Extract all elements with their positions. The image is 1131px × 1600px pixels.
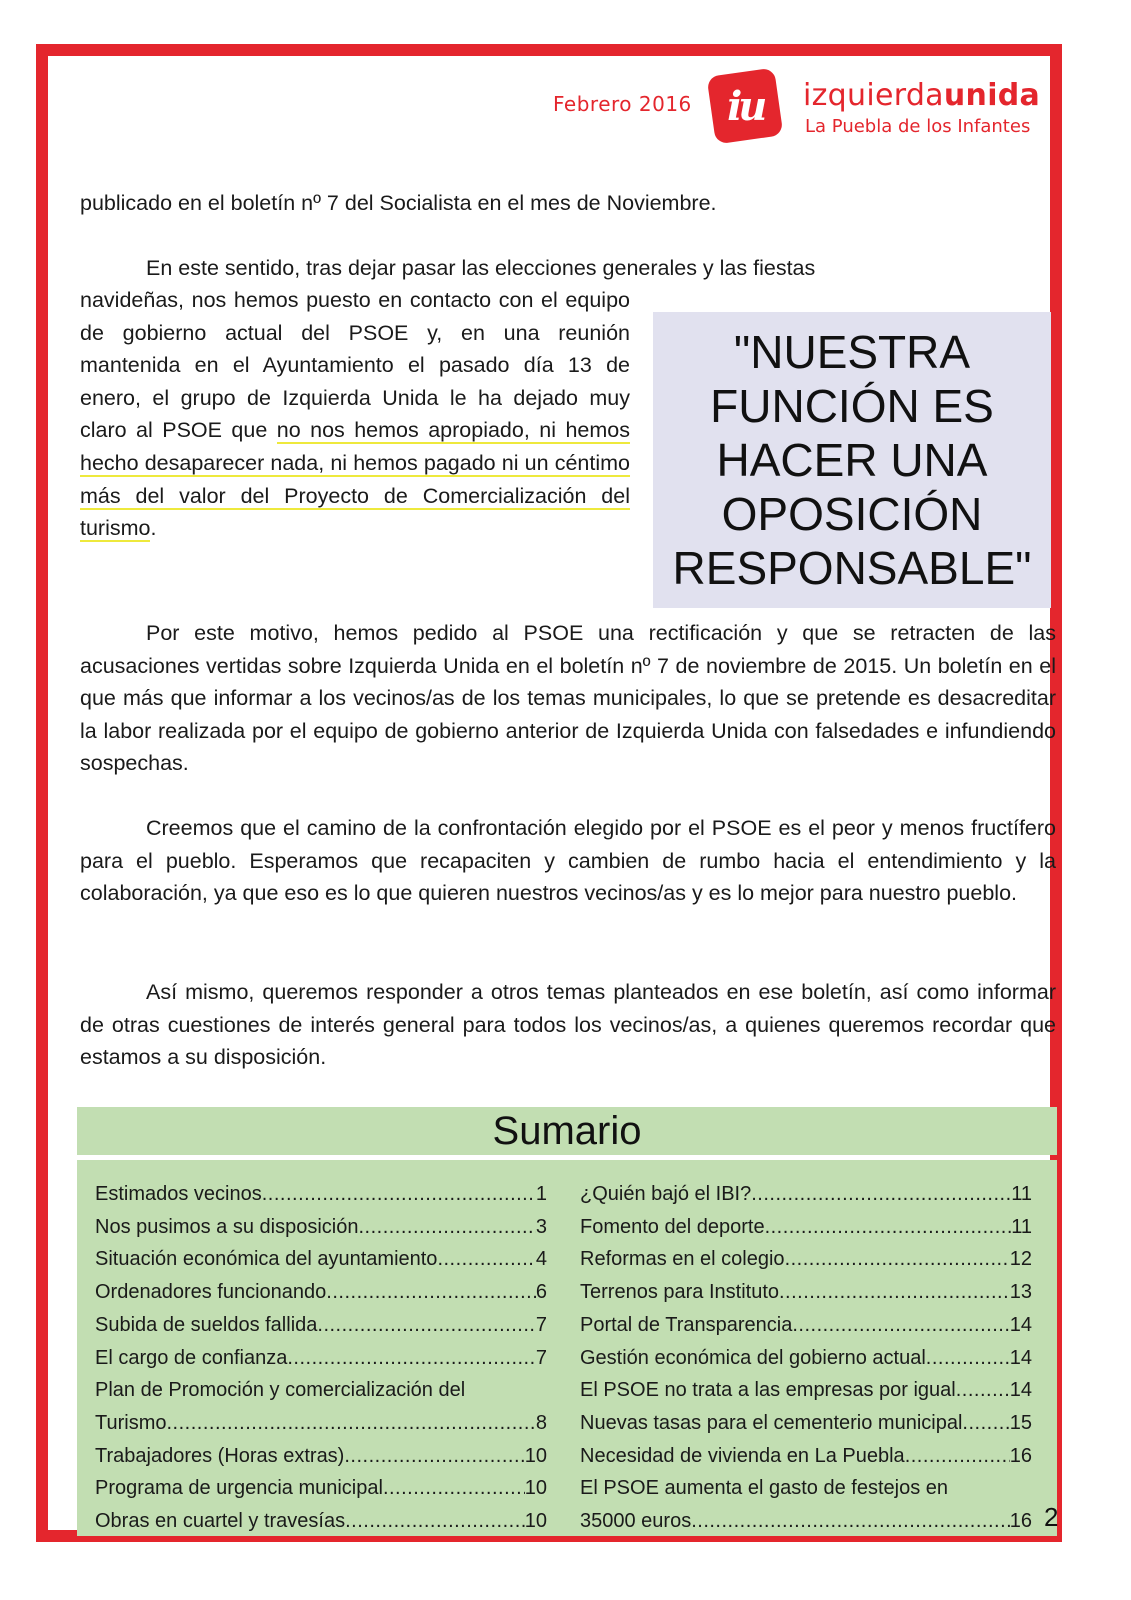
brand-subtitle: La Puebla de los Infantes <box>805 116 1031 137</box>
summary-item: Necesidad de vivienda en La Puebla ..... 16 <box>580 1440 1032 1473</box>
summary-right-column <box>580 1178 1032 1538</box>
summary-item: Plan de Promoción y comercialización del <box>95 1379 466 1402</box>
page-number: 2 <box>1044 1502 1059 1532</box>
summary-item: Subida de sueldos fallida ..... 7 <box>95 1309 547 1342</box>
paragraph-1: publicado en el boletín nº 7 del Socialista en el mes de Noviembre. <box>80 191 717 215</box>
summary-item: Obras en cuartel y travesías ..... 10 <box>95 1505 547 1538</box>
summary-item: Turismo ..... 8 <box>95 1407 547 1440</box>
summary-item: Programa de urgencia municipal ..... 10 <box>95 1472 547 1505</box>
summary-item: Nuevas tasas para el cementerio municipal ..... 15 <box>580 1407 1032 1440</box>
summary-title: Sumario <box>77 1107 1057 1155</box>
summary-item: El PSOE aumenta el gasto de festejos en <box>580 1477 948 1500</box>
summary-item: Ordenadores funcionando ..... 6 <box>95 1276 547 1309</box>
summary-item: Estimados vecinos ..... 1 <box>95 1178 547 1211</box>
paragraph-4: Creemos que el camino de la confrontación elegido por el PSOE es el peor y menos fructífero para el pueblo. Esperamos que recapaciten y cambien de rumbo hacia el entendimiento y la colaboración, ya que eso es lo que quieren nuestros vecinos/as y es lo mejor para nuestro pueblo. <box>80 816 1056 906</box>
summary-item: Fomento del deporte ..... 11 <box>580 1211 1032 1244</box>
paragraph-2: navideñas, nos hemos puesto en contacto con el equipo de gobierno actual del PSOE y, en una reunión mantenida en el Ayuntamiento el pasado día 13 de enero, el grupo de Izquierda Unida le ha dejado muy claro al PSOE que no nos hemos apropiado, ni hemos hecho desaparecer nada, ni hemos pagado ni un céntimo más del valor del Proyecto de Comercialización del turismo. <box>80 288 630 541</box>
summary-item: ¿Quién bajó el IBI? ..... 11 <box>580 1178 1032 1211</box>
summary-item: Situación económica del ayuntamiento ..... 4 <box>95 1243 547 1276</box>
paragraph-3: Por este motivo, hemos pedido al PSOE una rectificación y que se retracten de las acusaciones vertidas sobre Izquierda Unida en el boletín nº 7 de noviembre de 2015. Un boletín en el que más que informar a los vecinos/as de los temas municipales, lo que se pretende es desacreditar la labor realizada por el equipo de gobierno anterior de Izquierda Unida con falsedades e infundiendo sospechas. <box>80 621 1056 776</box>
summary-item: Terrenos para Instituto ..... 13 <box>580 1276 1032 1309</box>
summary-item: El cargo de confianza ..... 7 <box>95 1342 547 1375</box>
pull-quote: "NUESTRA FUNCIÓN ES HACER UNA OPOSICIÓN RESPONSABLE" <box>653 312 1051 608</box>
paragraph-5: Así mismo, queremos responder a otros temas planteados en ese boletín, así como informar de otras cuestiones de interés general para todos los vecinos/as, a quienes queremos recordar que estamos a su disposición. <box>80 980 1056 1070</box>
summary-item: Gestión económica del gobierno actual ..... 14 <box>580 1342 1032 1375</box>
header-date: Febrero 2016 <box>553 92 692 116</box>
iu-logo-icon: iu <box>707 68 784 145</box>
summary-item: Reformas en el colegio ..... 12 <box>580 1243 1032 1276</box>
summary-item: Portal de Transparencia ..... 14 <box>580 1309 1032 1342</box>
summary-item: Trabajadores (Horas extras) ..... 10 <box>95 1440 547 1473</box>
summary-box <box>77 1160 1057 1536</box>
underlined-statement: no nos hemos apropiado, ni hemos hecho desaparecer nada, ni hemos pagado ni un céntimo más del valor del Proyecto de Comercialización del turismo <box>80 418 630 541</box>
summary-item: El PSOE no trata a las empresas por igual ..... 14 <box>580 1374 1032 1407</box>
summary-item: Nos pusimos a su disposición ..... 3 <box>95 1211 547 1244</box>
summary-item: 35000 euros ..... 16 <box>580 1505 1032 1538</box>
paragraph-2-first-line: En este sentido, tras dejar pasar las elecciones generales y las fiestas <box>146 256 816 280</box>
summary-left-column <box>95 1178 547 1538</box>
brand-name: izquierdaunida <box>803 78 1041 113</box>
